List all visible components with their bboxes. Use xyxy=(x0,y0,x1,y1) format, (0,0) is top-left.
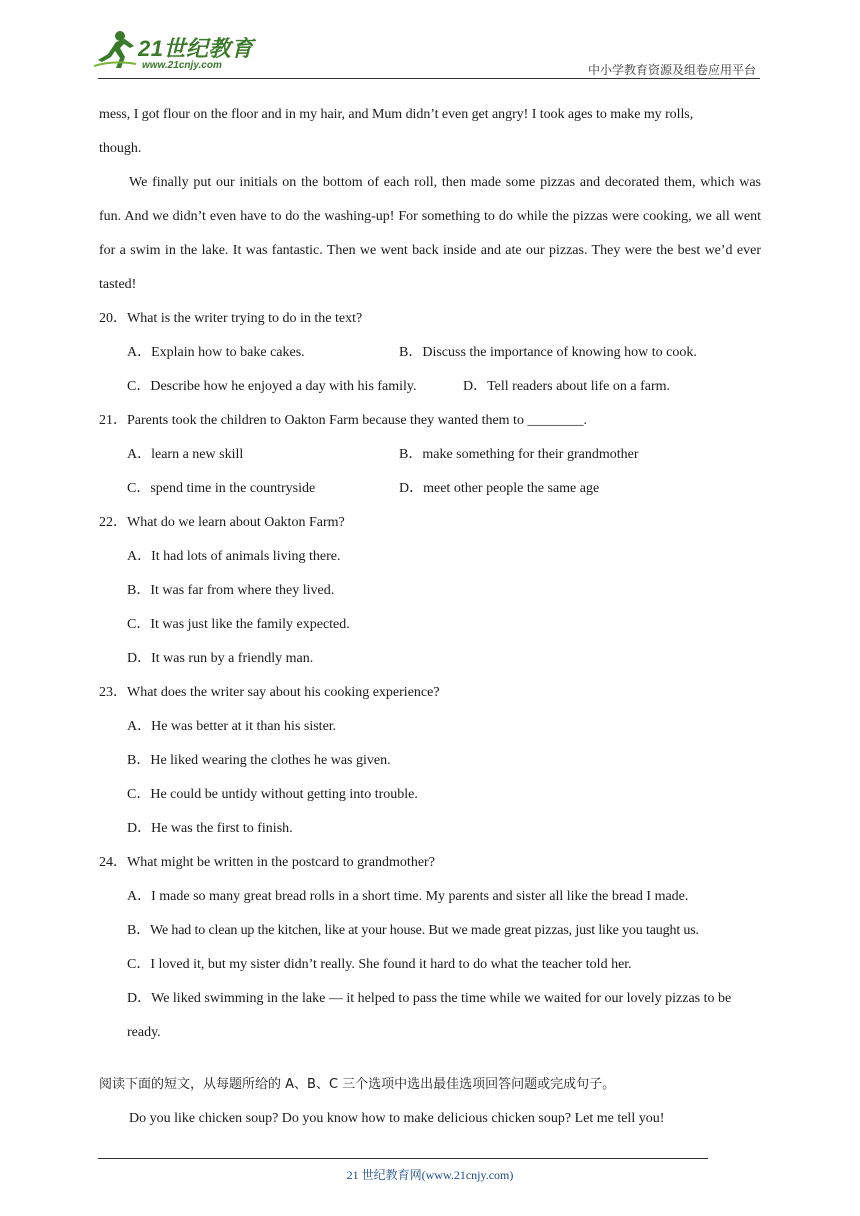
option-d[interactable]: D．It was run by a friendly man. xyxy=(127,651,314,666)
section-gap xyxy=(99,1050,761,1068)
option-d[interactable]: D．Tell readers about life on a farm. xyxy=(463,379,670,394)
section-instruction: 阅读下面的短文，从每题所给的 A、B、C 三个选项中选出最佳选项回答问题或完成句子。 xyxy=(99,1077,616,1092)
option-c[interactable]: C．I loved it, but my sister didn’t really. She found it hard to do what the teacher told her. xyxy=(127,957,632,972)
option-b[interactable]: B．Discuss the importance of knowing how to cook. xyxy=(399,345,697,360)
option-c[interactable]: C．It was just like the family expected. xyxy=(127,617,350,632)
question-20 xyxy=(99,302,761,404)
option-a[interactable]: A．It had lots of animals living there. xyxy=(127,549,341,564)
page-footer[interactable]: 21 世纪教育网(www.21cnjy.com) xyxy=(346,1168,514,1182)
header-divider xyxy=(98,78,760,79)
question-22 xyxy=(99,506,761,676)
page-header xyxy=(0,0,860,82)
option-a[interactable]: A．I made so many great bread rolls in a short time. My parents and sister all like the bread I made. xyxy=(127,889,689,904)
site-logo[interactable] xyxy=(94,30,264,80)
passage-line: mess, I got flour on the floor and in my hair, and Mum didn’t even get angry! I took ages to make my rolls, xyxy=(99,107,694,122)
option-b[interactable]: B．It was far from where they lived. xyxy=(127,583,335,598)
option-d[interactable]: D．He was the first to finish. xyxy=(127,821,293,836)
option-row xyxy=(99,438,761,472)
question-stem: 23．What does the writer say about his cooking experience? xyxy=(99,685,440,700)
runner-logo-icon xyxy=(94,30,138,70)
option-d[interactable]: D．We liked swimming in the lake — it helped to pass the time while we waited for our lovely pizzas to be ready. xyxy=(127,991,732,1040)
option-a[interactable]: A．He was better at it than his sister. xyxy=(127,719,337,734)
option-c[interactable]: C．He could be untidy without getting into trouble. xyxy=(127,787,418,802)
option-c[interactable]: C．spend time in the countryside xyxy=(127,481,316,496)
option-b[interactable]: B．He liked wearing the clothes he was given. xyxy=(127,753,391,768)
question-stem: 24．What might be written in the postcard to grandmother? xyxy=(99,855,435,870)
question-21 xyxy=(99,404,761,506)
question-stem: 22．What do we learn about Oakton Farm? xyxy=(99,515,345,530)
question-23 xyxy=(99,676,761,846)
question-24 xyxy=(99,846,761,1050)
option-row xyxy=(99,370,761,404)
option-a[interactable]: A．learn a new skill xyxy=(127,447,244,462)
next-passage-intro: Do you like chicken soup? Do you know how to make delicious chicken soup? Let me tell you! xyxy=(129,1111,665,1126)
passage-line: though. xyxy=(99,141,142,156)
option-b[interactable]: B．make something for their grandmother xyxy=(399,447,639,462)
option-b[interactable]: B．We had to clean up the kitchen, like at your house. But we made great pizzas, just like you taught us. xyxy=(127,923,699,938)
option-row xyxy=(99,336,761,370)
header-platform-text: 中小学教育资源及组卷应用平台 xyxy=(587,63,756,77)
option-a[interactable]: A．Explain how to bake cakes. xyxy=(127,345,305,360)
document-body xyxy=(99,98,761,1136)
logo-brand-text: 21世纪教育 xyxy=(138,36,254,61)
option-row xyxy=(99,472,761,506)
option-c[interactable]: C．Describe how he enjoyed a day with his family. xyxy=(127,379,417,394)
passage-paragraph: We finally put our initials on the bottom of each roll, then made some pizzas and decorated them, which was fun. And we didn’t even have to do the washing-up! For something to do while the pizzas were cooking, we all went for a swim in the lake. It was fantastic. Then we went back inside and ate our pizzas. They were the best we’d ever tasted! xyxy=(99,175,761,292)
question-stem: 21．Parents took the children to Oakton Farm because they wanted them to ________. xyxy=(99,413,587,428)
option-d[interactable]: D．meet other people the same age xyxy=(399,481,600,496)
logo-url-text: www.21cnjy.com xyxy=(142,60,222,71)
footer-divider xyxy=(98,1158,708,1159)
question-stem: 20．What is the writer trying to do in the text? xyxy=(99,311,363,326)
